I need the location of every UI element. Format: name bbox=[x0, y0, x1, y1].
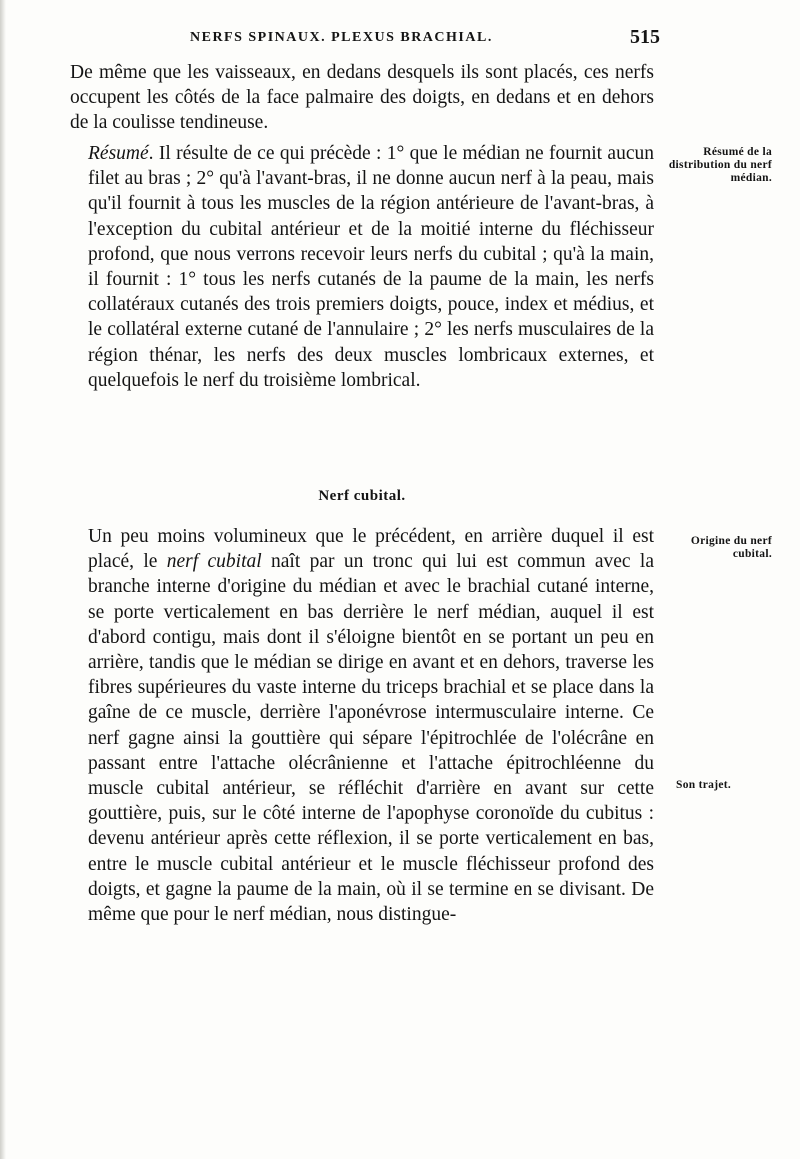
cubital-text-after: naît par un tronc qui lui est commun avec la branche interne d'origine du médian et avec le brachial cutané interne, se porte verticalement en bas derrière le nerf médian, auquel il est d'abord contigu, mais dont il s'éloigne bientôt en se portant un peu en arrière, tandis que le médian se dirige en avant et en dehors, traverse les fibres supérieures du vaste interne du triceps brachial et se place dans la gaîne de ce muscle, derrière l'aponévrose intermusculaire interne. Ce nerf gagne ainsi la gouttière qui sépare l'épitrochlée de l'olécrâne en passant entre l'attache olécrânienne et l'attache épitrochléenne du muscle cubital antérieur, se réfléchit d'arrière en avant sur cette gouttière, puis, sur le côté interne de l'apophyse coronoïde du cubitus : devenu antérieur après cette réflexion, il se porte verticalement en bas, entre le muscle cubital antérieur et le muscle fléchisseur profond des doigts, et gagne la paume de la main, où il se termine en se divisant. De même que pour le nerf médian, nous distingue- bbox=[88, 551, 654, 926]
resume-text: . Il résulte de ce qui précède : 1° que le médian ne fournit aucun filet au bras ; 2° qu'à l'avant-bras, il ne donne aucun nerf à la peau, mais qu'il fournit à tous les muscles de la région antérieure de l'avant-bras, à l'exception du cubital antérieur et de la moitié interne du fléchisseur profond, que nous verrons recevoir leurs nerfs du cubital ; qu'à la main, il fournit : 1° tous les nerfs cutanés de la paume de la main, les nerfs collatéraux cutanés des trois premiers doigts, pouce, index et médius, et le collatéral externe cutané de l'annulaire ; 2° les nerfs musculaires de la région thénar, les nerfs des deux muscles lombricaux externes, et quelquefois le nerf du troisième lombrical. bbox=[88, 143, 654, 391]
resume-lead: Résumé bbox=[88, 143, 149, 164]
paragraph-body bbox=[70, 524, 654, 927]
running-head bbox=[60, 26, 660, 50]
margin-note-origine: Origine du nerf cubital. bbox=[690, 535, 772, 560]
page-number: 515 bbox=[630, 26, 660, 48]
paragraph-vaisseaux bbox=[70, 60, 654, 136]
margin-note-trajet: Son trajet. bbox=[676, 779, 732, 791]
paragraph-text: De même que les vaisseaux, en dedans desquels ils sont placés, ces nerfs occupent les côtés de la face palmaire des doigts, en dedans et en dehors de la coulisse tendineuse. bbox=[70, 62, 654, 134]
paragraph-resume bbox=[70, 141, 654, 393]
cubital-text-before: Un peu moins volumineux que le précédent, en arrière duquel il est placé, le bbox=[88, 526, 654, 573]
paragraph-body bbox=[70, 141, 654, 393]
paragraph-nerf-cubital bbox=[70, 524, 654, 927]
section-heading: Nerf cubital. bbox=[318, 488, 406, 504]
margin-note-resume: Résumé de la distribution du nerf médian. bbox=[668, 146, 772, 184]
page-gutter-shadow bbox=[0, 0, 6, 1159]
running-title: NERFS SPINAUX. PLEXUS BRACHIAL. bbox=[190, 30, 493, 45]
cubital-term: nerf cubital bbox=[166, 551, 262, 573]
